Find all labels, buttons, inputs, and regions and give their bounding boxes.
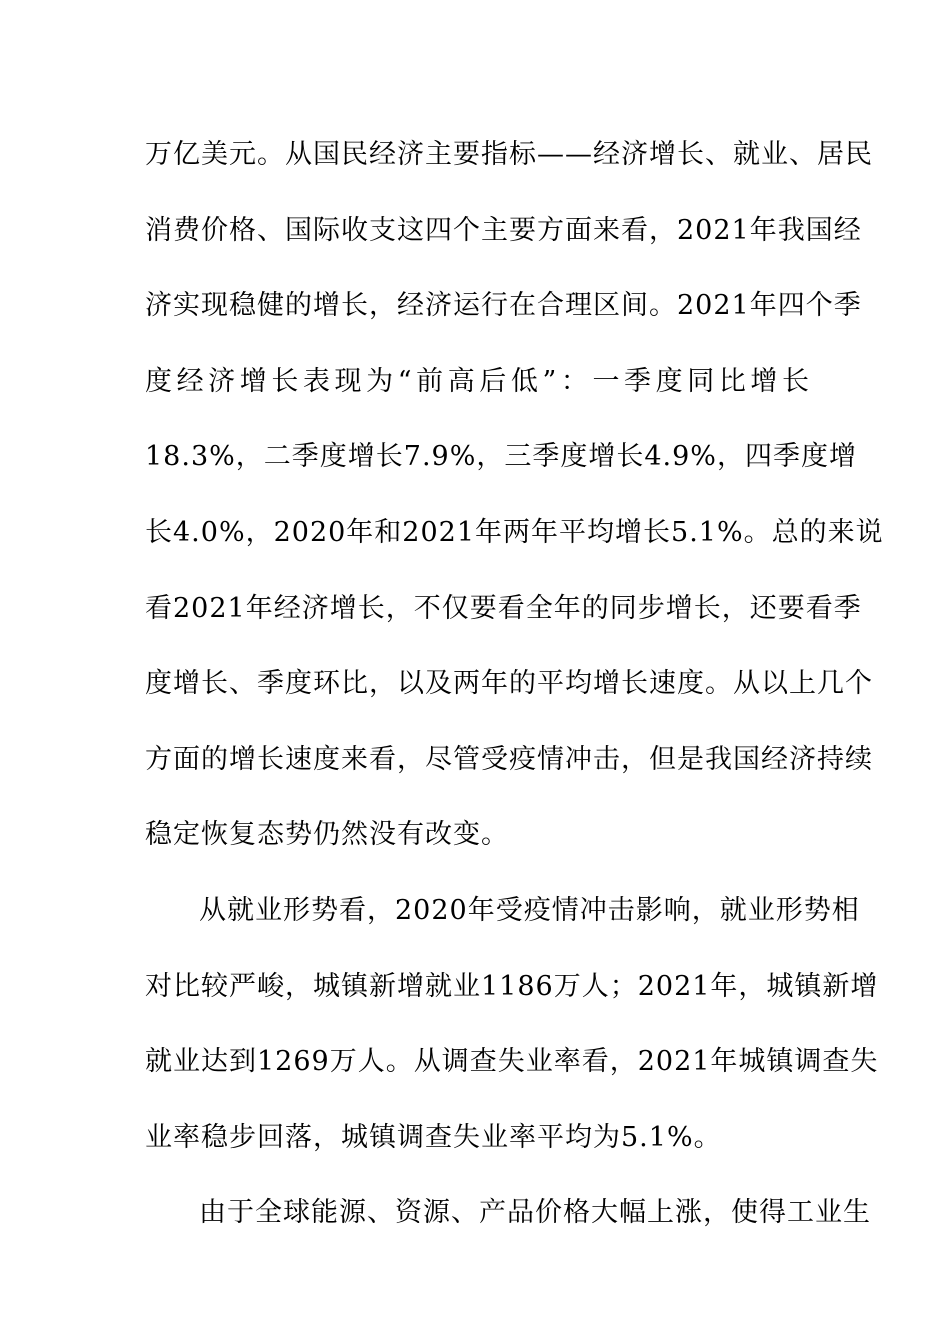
text-line: 业率稳步回落，城镇调查失业率平均为5.1%。 (145, 1121, 722, 1153)
text-line: 看2021年经济增长，不仅要看全年的同步增长，还要看季 (145, 592, 862, 624)
text-line: 18.3%，二季度增长7.9%，三季度增长4.9%，四季度增 (145, 441, 857, 473)
text-line: 由于全球能源、资源、产品价格大幅上涨，使得工业生 (199, 1197, 871, 1229)
text-line: 济实现稳健的增长，经济运行在合理区间。2021年四个季 (145, 290, 862, 322)
text-line: 消费价格、国际收支这四个主要方面来看，2021年我国经 (145, 214, 862, 246)
text-line: 方面的增长速度来看，尽管受疫情冲击，但是我国经济持续 (145, 743, 873, 775)
text-line: 度增长、季度环比，以及两年的平均增长速度。从以上几个 (145, 668, 873, 700)
body-text (145, 128, 884, 1262)
text-line: 度经济增长表现为“前高后低”：一季度同比增长 (145, 365, 810, 397)
text-line: 就业达到1269万人。从调查失业率看，2021年城镇调查失 (145, 1046, 879, 1078)
text-line: 对比较严峻，城镇新增就业1186万人；2021年，城镇新增 (145, 970, 879, 1002)
text-line: 稳定恢复态势仍然没有改变。 (145, 819, 509, 851)
text-line: 从就业形势看，2020年受疫情冲击影响，就业形势相 (199, 894, 860, 926)
text-line: 万亿美元。从国民经济主要指标——经济增长、就业、居民 (145, 139, 873, 170)
text-line: 长4.0%，2020年和2021年两年平均增长5.1%。总的来说 (145, 516, 884, 548)
